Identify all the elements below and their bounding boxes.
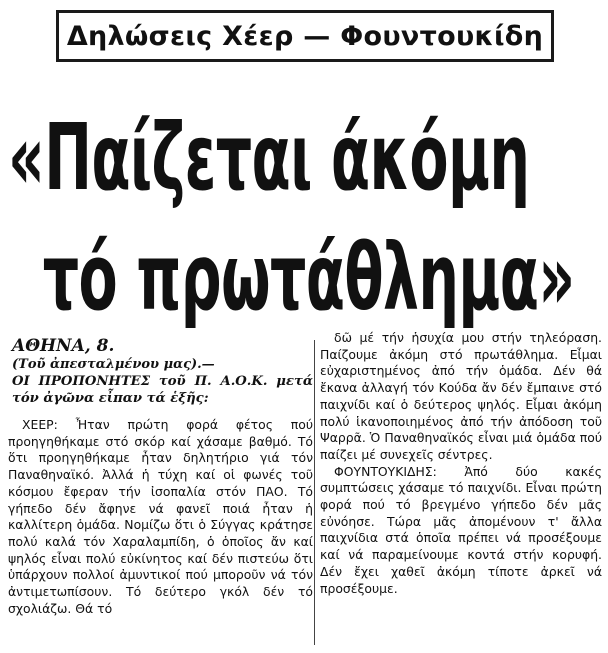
article-paragraph-heer-cont: δῶ μέ τήν ἡσυχία μου στήν τηλεόραση. Παίζουμε ἀκόμη στό πρωτάθλημα. Εἶμαι εὐχαριστημένος ἀπό τήν ὁμάδα. Δέν θά ἔκανα ἀλλαγή τόν Κούδα ἄν δέν ἔμπαινε στό παιχνίδι καί ὁ δεύτερος ψηλός. Εἶμαι ἀκόμη πολύ ἱκανοποιημένος ἀπό τήν ἀπόδοση τοῦ Ψαρρᾶ. Ὁ Παναθηναϊκός εἶναι μιά ὁμάδα πού παίζει μέ συνεχεῖς σέντρες.: [320, 330, 602, 462]
article-column-left: [8, 330, 313, 617]
article-intro: ΟΙ ΠΡΟΠΟΝΗΤΕΣ τοῦ Π. Α.Ο.Κ. μετά τόν ἀγῶνα εἶπαν τά ἑξῆς:: [12, 374, 313, 406]
section-kicker: Δηλώσεις Χέερ — Φουντουκίδη: [56, 10, 554, 62]
dateline: ΑΘΗΝΑ, 8.: [12, 336, 115, 356]
headline-line-2: τό πρωτάθλημα»: [42, 224, 575, 331]
article-column-right: [320, 330, 602, 597]
column-divider: [314, 340, 315, 645]
headline: [8, 98, 575, 338]
byline: (Τοῦ ἀπεσταλμένου μας).—: [12, 357, 215, 372]
article-paragraph-fountoukidis: ΦΟΥΝΤΟΥΚΙΔΗΣ: Ἀπό δύο κακές συμπτώσεις χάσαμε τό παιχνίδι. Εἶναι πρώτη φορά πού τό βρεγμένο γήπεδο δέν μᾶς εὐνόησε. Τώρα μᾶς ἀπομένουν τ' ἄλλα παιχνίδια στά ὁποῖα πρέπει νά προσέξουμε καί νά παραμείνουμε κοντά στήν κορυφή. Δέν ἔχει χαθεῖ ἀκόμη τίποτε ἀρκεῖ νά προσέξουμε.: [320, 463, 602, 596]
headline-line-1: «Παίζεται άκόμη: [8, 104, 530, 211]
article-paragraph-heer: ΧΕΕΡ: Ἦταν πρώτη φορά φέτος πού προηγηθήκαμε στό σκόρ καί χάσαμε βαθμό. Τό ὅτι προηγηθήκαμε ἦταν δηλητήριο γιά τόν Παναθηναϊκό. Ἀλλά ἡ τύχη καί οἱ φωνές τοῦ κόσμου ἔφεραν τήν ἰσοπαλία στόν ΠΑΟ. Τό γήπεδο δέν ἄφηνε νά φανεῖ ποιά ἦταν ἡ καλλίτερη ὁμάδα. Νομίζω ὅτι ὁ Σύγγας κράτησε πολύ καλά τόν Χαραλαμπίδη, ὁ ὁποῖος ἄν καί ψηλός εἶναι πολύ εὐκίνητος καί δέν πιστεύω ὅτι ὑπάρχουν πολλοί ἀμυντικοί πού μποροῦν νά τόν ἀντιμετωπίσουν. Τό δεύτερο γκόλ δέν τό σχολιάζω. Θά τό: [8, 417, 313, 616]
